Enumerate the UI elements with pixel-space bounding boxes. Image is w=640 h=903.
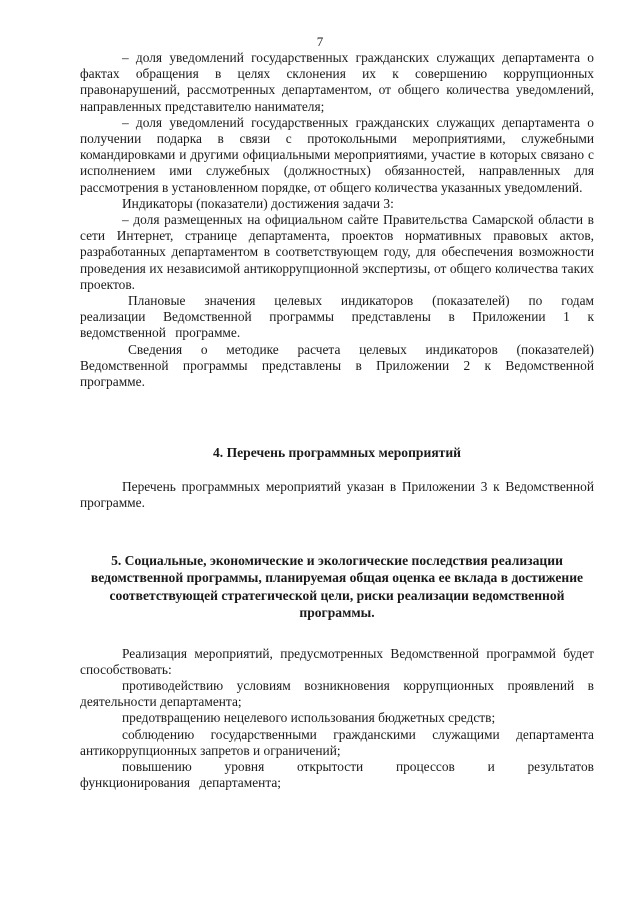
section-4-heading: 4. Перечень программных мероприятий bbox=[212, 445, 462, 461]
section-5-item-openness: повышению уровня открытости процессов и результатов функционирования департамента; bbox=[80, 759, 594, 791]
paragraph-task3-indicators: Индикаторы (показатели) достижения задачи 3: bbox=[122, 195, 394, 211]
section-5-item-prevention: предотвращению нецелевого использования бюджетных средств; bbox=[122, 710, 496, 726]
section-5-heading: 5. Социальные, экономические и экологические последствия реализации ведомственной программы, планируемая общая оценка ее вклада в достижение соответствующей стратегической цели, риски реализации ведомственной программы. bbox=[90, 552, 584, 621]
section-5-item-counteraction: противодействию условиям возникновения коррупционных проявлений в деятельности департамента; bbox=[80, 678, 594, 710]
section-5-item-compliance: соблюдению государственными гражданскими служащими департамента антикоррупционных запретов и ограничений; bbox=[80, 726, 594, 758]
paragraph-notifications-corruption: – доля уведомлений государственных гражданских служащих департамента о фактах обращения в целях склонения их к совершению коррупционных правонарушений, рассмотренных департаментом, от общего количества уведомлений, направленных представителю нанимателя; bbox=[80, 50, 594, 114]
paragraph-published-drafts: – доля размещенных на официальном сайте Правительства Самарской области в сети Интернет, странице департамента, проектов нормативных правовых актов, разработанных департаментом в соответствующем году, для обеспечения возможности проведения их независимой антикоррупционной экспертизы, от общего количества таких проектов. bbox=[80, 212, 594, 292]
page-number: 7 bbox=[316, 34, 324, 49]
paragraph-methodology: Сведения о методике расчета целевых индикаторов (показателей) Ведомственной программы представлены в Приложении 2 к Ведомственной программе. bbox=[80, 341, 594, 390]
paragraph-notifications-gifts: – доля уведомлений государственных гражданских служащих департамента о получении подарка в связи с протокольными мероприятиями, служебными командировками и другими официальными мероприятиями, участие в которых связано с исполнением ими служебных (должностных) обязанностей, направленных для рассмотрения в установленном порядке, от общего количества указанных уведомлений. bbox=[80, 114, 594, 195]
paragraph-planned-values: Плановые значения целевых индикаторов (показателей) по годам реализации Ведомственной программы представлены в Приложении 1 к ведомственной программе. bbox=[80, 293, 594, 341]
document-body bbox=[80, 50, 594, 792]
section-5-intro: Реализация мероприятий, предусмотренных Ведомственной программой будет способствовать: bbox=[80, 645, 594, 677]
section-4-text: Перечень программных мероприятий указан в Приложении 3 к Ведомственной программе. bbox=[80, 479, 594, 511]
